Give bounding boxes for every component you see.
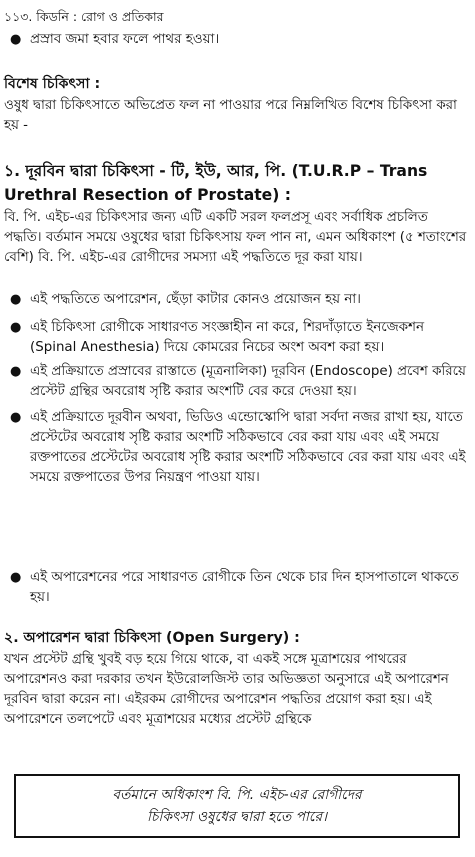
- note-line2: চিকিৎসা ওষুধের দ্বারা হতে পারে।: [146, 809, 328, 825]
- intro-bullet-text: প্রস্রাব জমা হবার ফলে পাথর হওয়া।: [30, 32, 220, 47]
- section1-bullet-item: [4, 568, 468, 608]
- section1-bullet-text: এই অপারেশনের পরে সাধারণত রোগীকে তিন থেকে চার দিন হাসপাতালে থাকতে হয়।: [30, 570, 459, 605]
- section1-paragraph: বি. পি. এইচ-এর চিকিৎসার জন্য এটি একটি সরল ফলপ্রসূ এবং সর্বাধিক প্রচলিত পদ্ধতি। বর্তমান সময়ে ওষুধের দ্বারা চিকিৎসায় ফল পান না, এমন অধিকাংশ (৫ শতাংশের বেশি) বি. পি. এইচ-এর রোগীদের সমস্যা এই পদ্ধতিতে দূর করা যায়।: [4, 210, 467, 265]
- note-box: [14, 774, 460, 838]
- bullet-icon: ●: [10, 32, 22, 47]
- section2-paragraph: যখন প্রস্টেট গ্রন্থি খুবই বড় হয়ে গিয়ে থাকে, বা একই সঙ্গে মূত্রাশয়ের পাথরের অপারেশনও করা দরকার তখন ইউরোলজিস্ট তার অভিজ্ঞতা অনুসারে এই অপারেশন দূরবিন দ্বারা করেন না। এইরকম রোগীদের অপারেশন পদ্ধতির প্রয়োগ করা হয়। এই অপারেশনে তলপেটে এবং মূত্রাশয়ের মধ্যের প্রস্টেট গ্রন্থিকে: [4, 652, 449, 727]
- bullet-icon: ●: [10, 292, 22, 307]
- section2-title: ২. অপারেশন দ্বারা চিকিৎসা (Open Surgery) :: [4, 630, 300, 646]
- special-treatment-paragraph: ওষুধ দ্বারা চিকিৎসাতে অভিপ্রেত ফল না পাওয়ার পরে নিম্নলিখিত বিশেষ চিকিৎসা করা হয় -: [4, 98, 457, 133]
- running-head: ১১৩. কিডনি : রোগ ও প্রতিকার: [4, 9, 164, 24]
- section1-bullet-text: এই প্রক্রিয়াতে প্রস্রাবের রাস্তাতে (মূত্রনালিকা) দূরবিন (Endoscope) প্রবেশ করিয়ে প্রস্টেট গ্রন্থির অবরোধ সৃষ্টি করার অংশটি বের করে দেওয়া হয়।: [30, 364, 466, 399]
- section1-bullet-text: এই চিকিৎসা রোগীকে সাধারণত সংজ্ঞাহীন না করে, শিরদাঁড়াতে ইনজেকশন (Spinal Anesthesia) দিয়ে কোমরের নিচের অংশ অবশ করা হয়।: [30, 320, 424, 355]
- section1-bullet-text: এই পদ্ধতিতে অপারেশন, ছেঁড়া কাটার কোনও প্রয়োজন হয় না।: [30, 292, 361, 307]
- note-line1: বর্তমানে অধিকাংশ বি. পি. এইচ-এর রোগীদের: [112, 787, 362, 803]
- intro-bullet-item: [4, 30, 468, 50]
- section1-bullet-item: [4, 290, 468, 310]
- section1-title-line1: ১. দূরবিন দ্বারা চিকিৎসা - টি, ইউ, আর, পি. (T.U.R.P – Trans: [4, 162, 428, 180]
- section1-bullet-item: [4, 362, 468, 402]
- section1-bullet-item: [4, 408, 468, 488]
- bullet-icon: ●: [10, 410, 22, 425]
- bullet-icon: ●: [10, 364, 22, 379]
- bullet-icon: ●: [10, 570, 22, 585]
- section1-bullet-text: এই প্রক্রিয়াতে দূরবীন অথবা, ভিডিও এন্ডোস্কোপি দ্বারা সর্বদা নজর রাখা হয়, যাতে প্রস্টেটের অবরোধ সৃষ্টি করার অংশটি সঠিকভাবে বের করা যায় এবং এই সময়ে রক্তপাতের প্রস্টেটের অবরোধ সৃষ্টি করার অংশটি সঠিকভাবে বের করা যায় এবং এই সময়ে রক্তপাতের উপর নিয়ন্ত্রণ পাওয়া যায়।: [30, 410, 466, 485]
- section1-title-line2: Urethral Resection of Prostate) :: [4, 186, 292, 204]
- section1-bullet-item: [4, 318, 468, 358]
- bullet-icon: ●: [10, 320, 22, 335]
- special-treatment-heading: বিশেষ চিকিৎসা :: [4, 76, 101, 92]
